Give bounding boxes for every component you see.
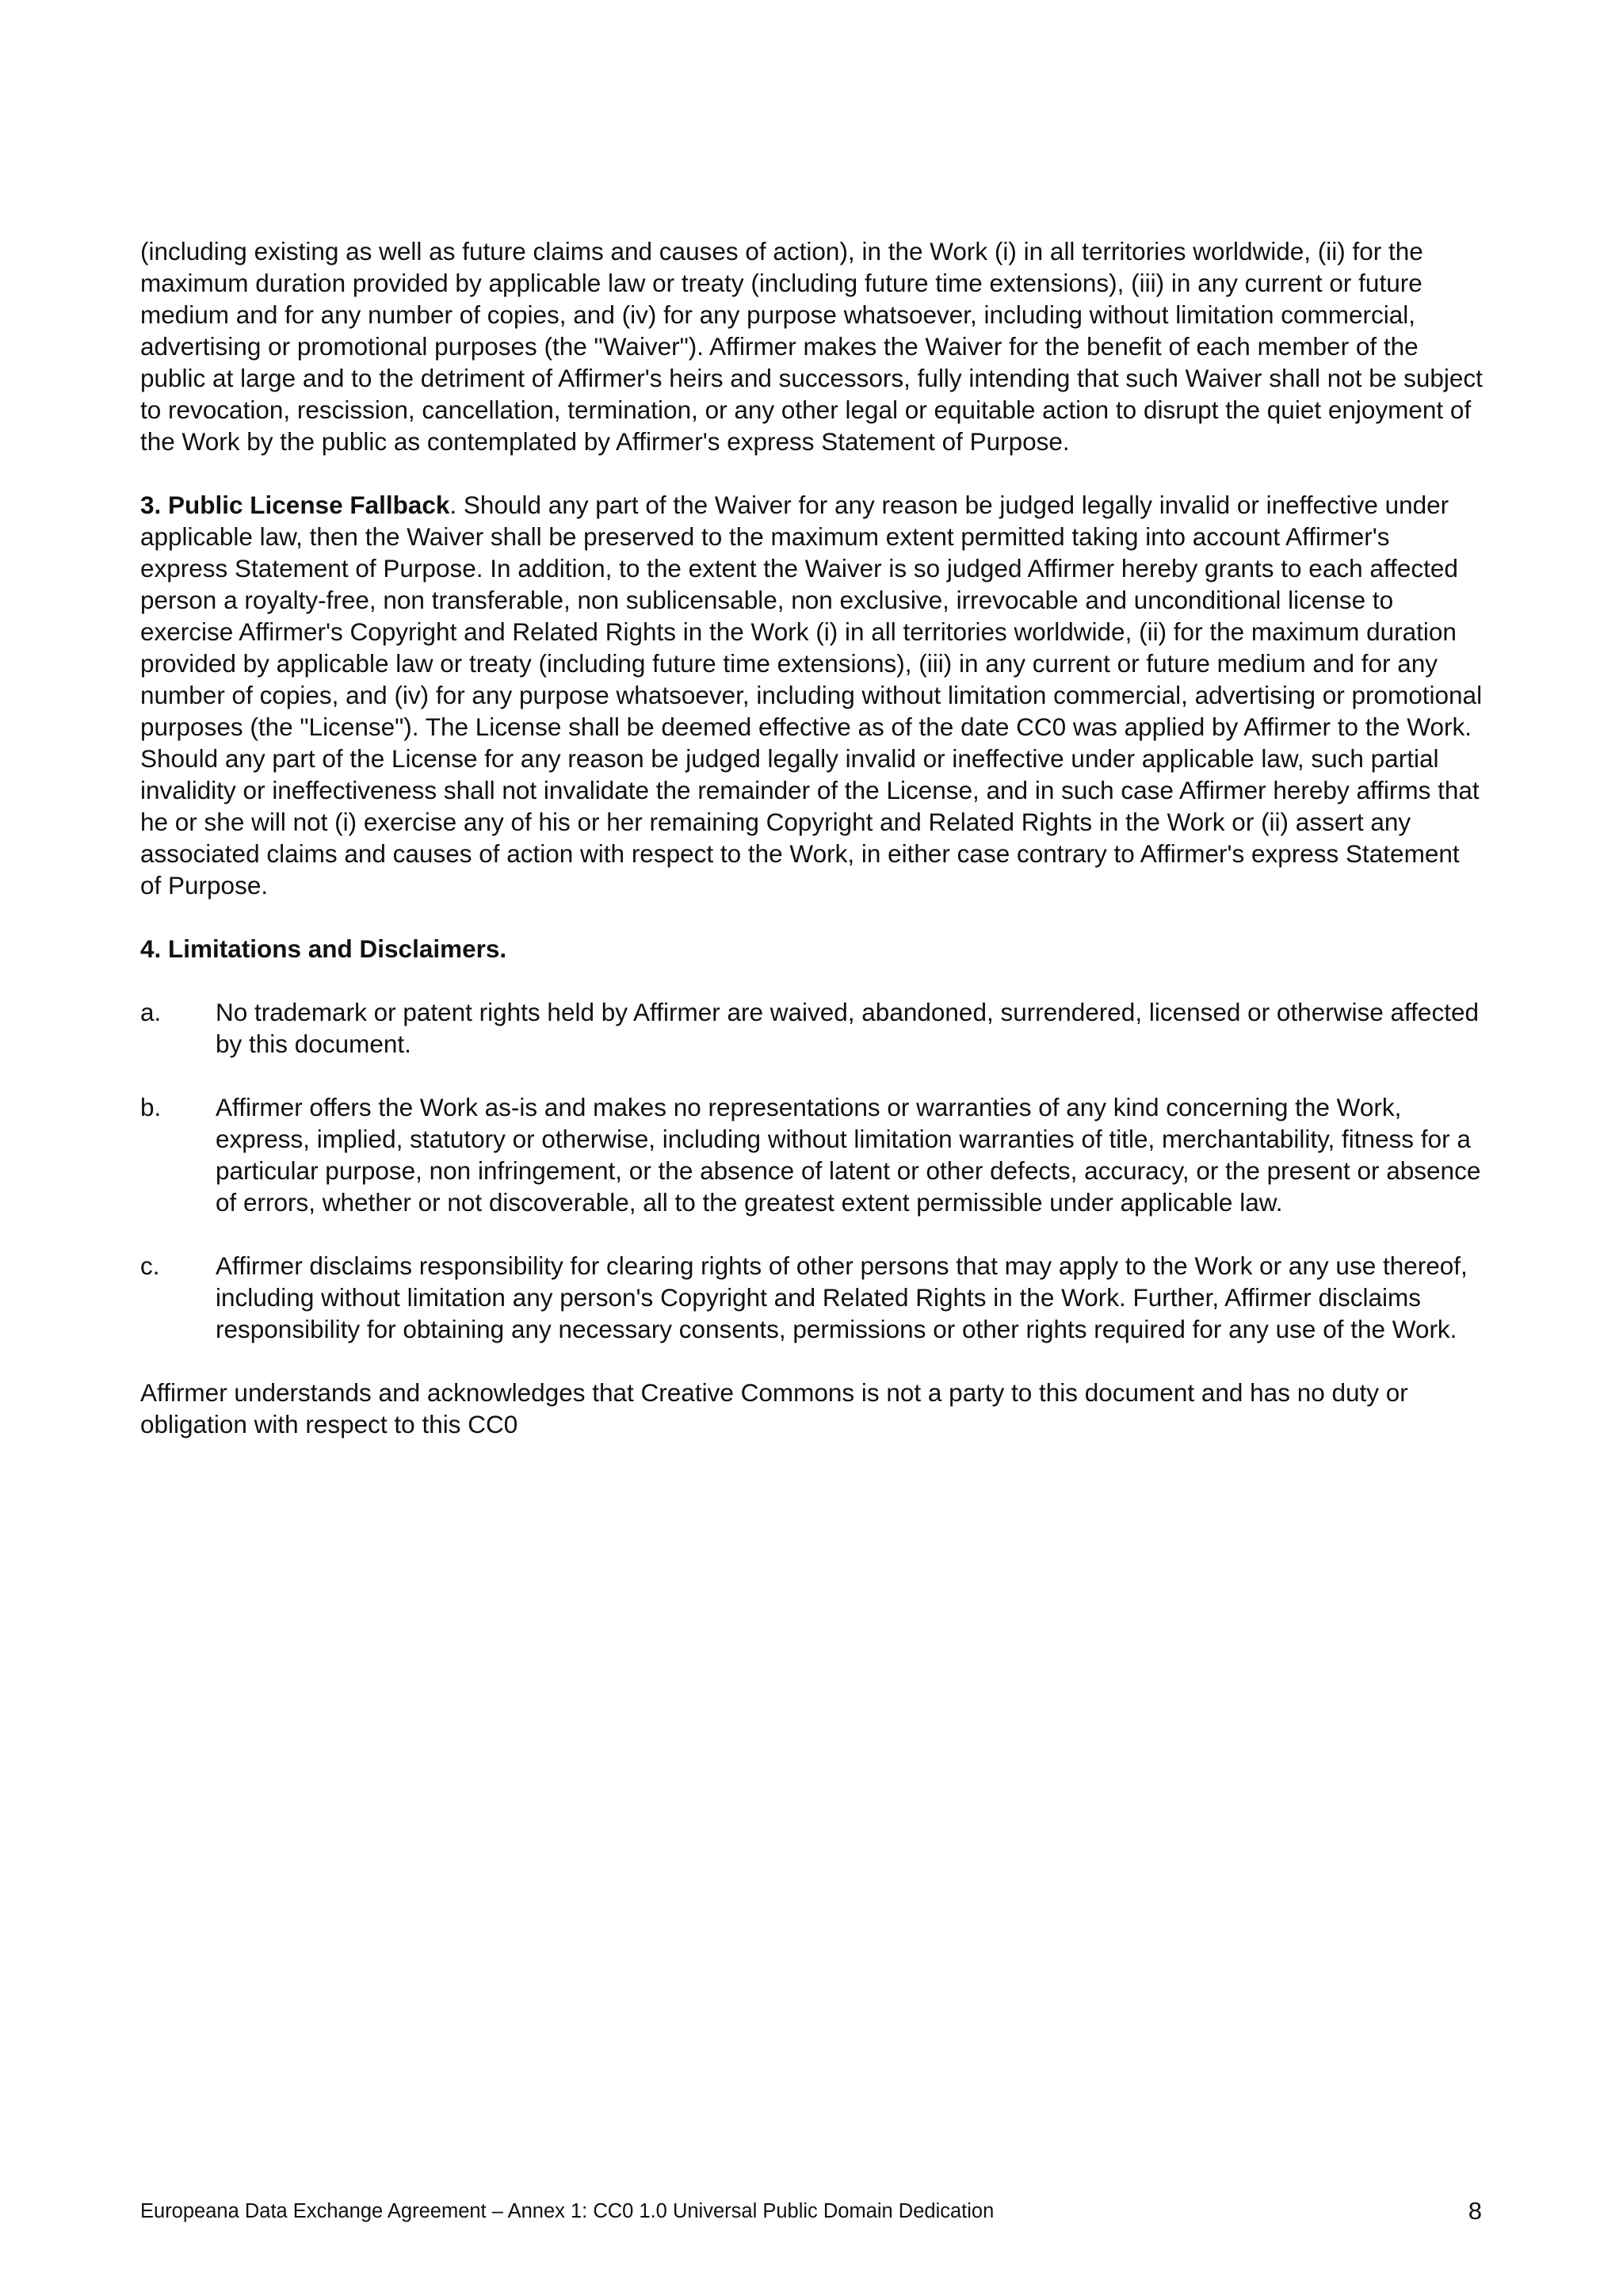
list-item-a <box>140 996 1484 1060</box>
paragraph-continuation: (including existing as well as future claims and causes of action), in the Work (i) in all territories worldwide, (ii) for the maximum duration provided by applicable law or treaty (including future time extensions), (iii) in any current or future medium and for any number of copies, and (iv) for any purpose whatsoever, including without limitation commercial, advertising or promotional purposes (the "Waiver"). Affirmer makes the Waiver for the benefit of each member of the public at large and to the detriment of Affirmer's heirs and successors, fully intending that such Waiver shall not be subject to revocation, rescission, cancellation, termination, or any other legal or equitable action to disrupt the quiet enjoyment of the Work by the public as contemplated by Affirmer's express Statement of Purpose. <box>140 237 1483 456</box>
list-item-label: c. <box>140 1251 160 1280</box>
list-item-text: Affirmer disclaims responsibility for clearing rights of other persons that may apply to the Work or any use thereof, including without limitation any person's Copyright and Related Rights in the Work. Further, Affirmer disclaims responsibility for obtaining any necessary consents, permissions or other rights required for any use of the Work. <box>216 1251 1468 1343</box>
document-body <box>140 235 1484 1440</box>
list-item-c <box>140 1250 1484 1345</box>
list-item-label: b. <box>140 1093 162 1121</box>
page-number: 8 <box>1468 2197 1482 2225</box>
list-item-b <box>140 1091 1484 1218</box>
section-3-text: . Should any part of the Waiver for any reason be judged legally invalid or ineffective under applicable law, then the Waiver shall be preserved to the maximum extent permitted taking into account Affirmer's express Statement of Purpose. In addition, to the extent the Waiver is so judged Affirmer hereby grants to each affected person a royalty-free, non transferable, non sublicensable, non exclusive, irrevocable and unconditional license to exercise Affirmer's Copyright and Related Rights in the Work (i) in all territories worldwide, (ii) for the maximum duration provided by applicable law or treaty (including future time extensions), (iii) in any current or future medium and for any number of copies, and (iv) for any purpose whatsoever, including without limitation commercial, advertising or promotional purposes (the "License"). The License shall be deemed effective as of the date CC0 was applied by Affirmer to the Work. Should any part of the License for any reason be judged legally invalid or ineffective under applicable law, such partial invalidity or ineffectiveness shall not invalidate the remainder of the License, and in such case Affirmer hereby affirms that he or she will not (i) exercise any of his or her remaining Copyright and Related Rights in the Work or (ii) assert any associated claims and causes of action with respect to the Work, in either case contrary to Affirmer's express Statement of Purpose. <box>140 491 1483 900</box>
section-4-heading: 4. Limitations and Disclaimers. <box>140 934 507 963</box>
list-item-text: Affirmer offers the Work as-is and makes no representations or warranties of any kind concerning the Work, express, implied, statutory or otherwise, including without limitation warranties of title, merchantability, fitness for a particular purpose, non infringement, or the absence of latent or other defects, accuracy, or the present or absence of errors, whether or not discoverable, all to the greatest extent permissible under applicable law. <box>216 1093 1481 1217</box>
list-item-label: a. <box>140 998 162 1026</box>
list-item-text: No trademark or patent rights held by Affirmer are waived, abandoned, surrendered, licensed or otherwise affected by this document. <box>216 998 1479 1058</box>
section-3-heading: 3. Public License Fallback <box>140 491 450 519</box>
closing-paragraph: Affirmer understands and acknowledges that Creative Commons is not a party to this document and has no duty or obligation with respect to this CC0 <box>140 1378 1408 1438</box>
section-3-paragraph <box>140 489 1484 901</box>
footer-text: Europeana Data Exchange Agreement – Annex 1: CC0 1.0 Universal Public Domain Dedication <box>140 2200 995 2222</box>
